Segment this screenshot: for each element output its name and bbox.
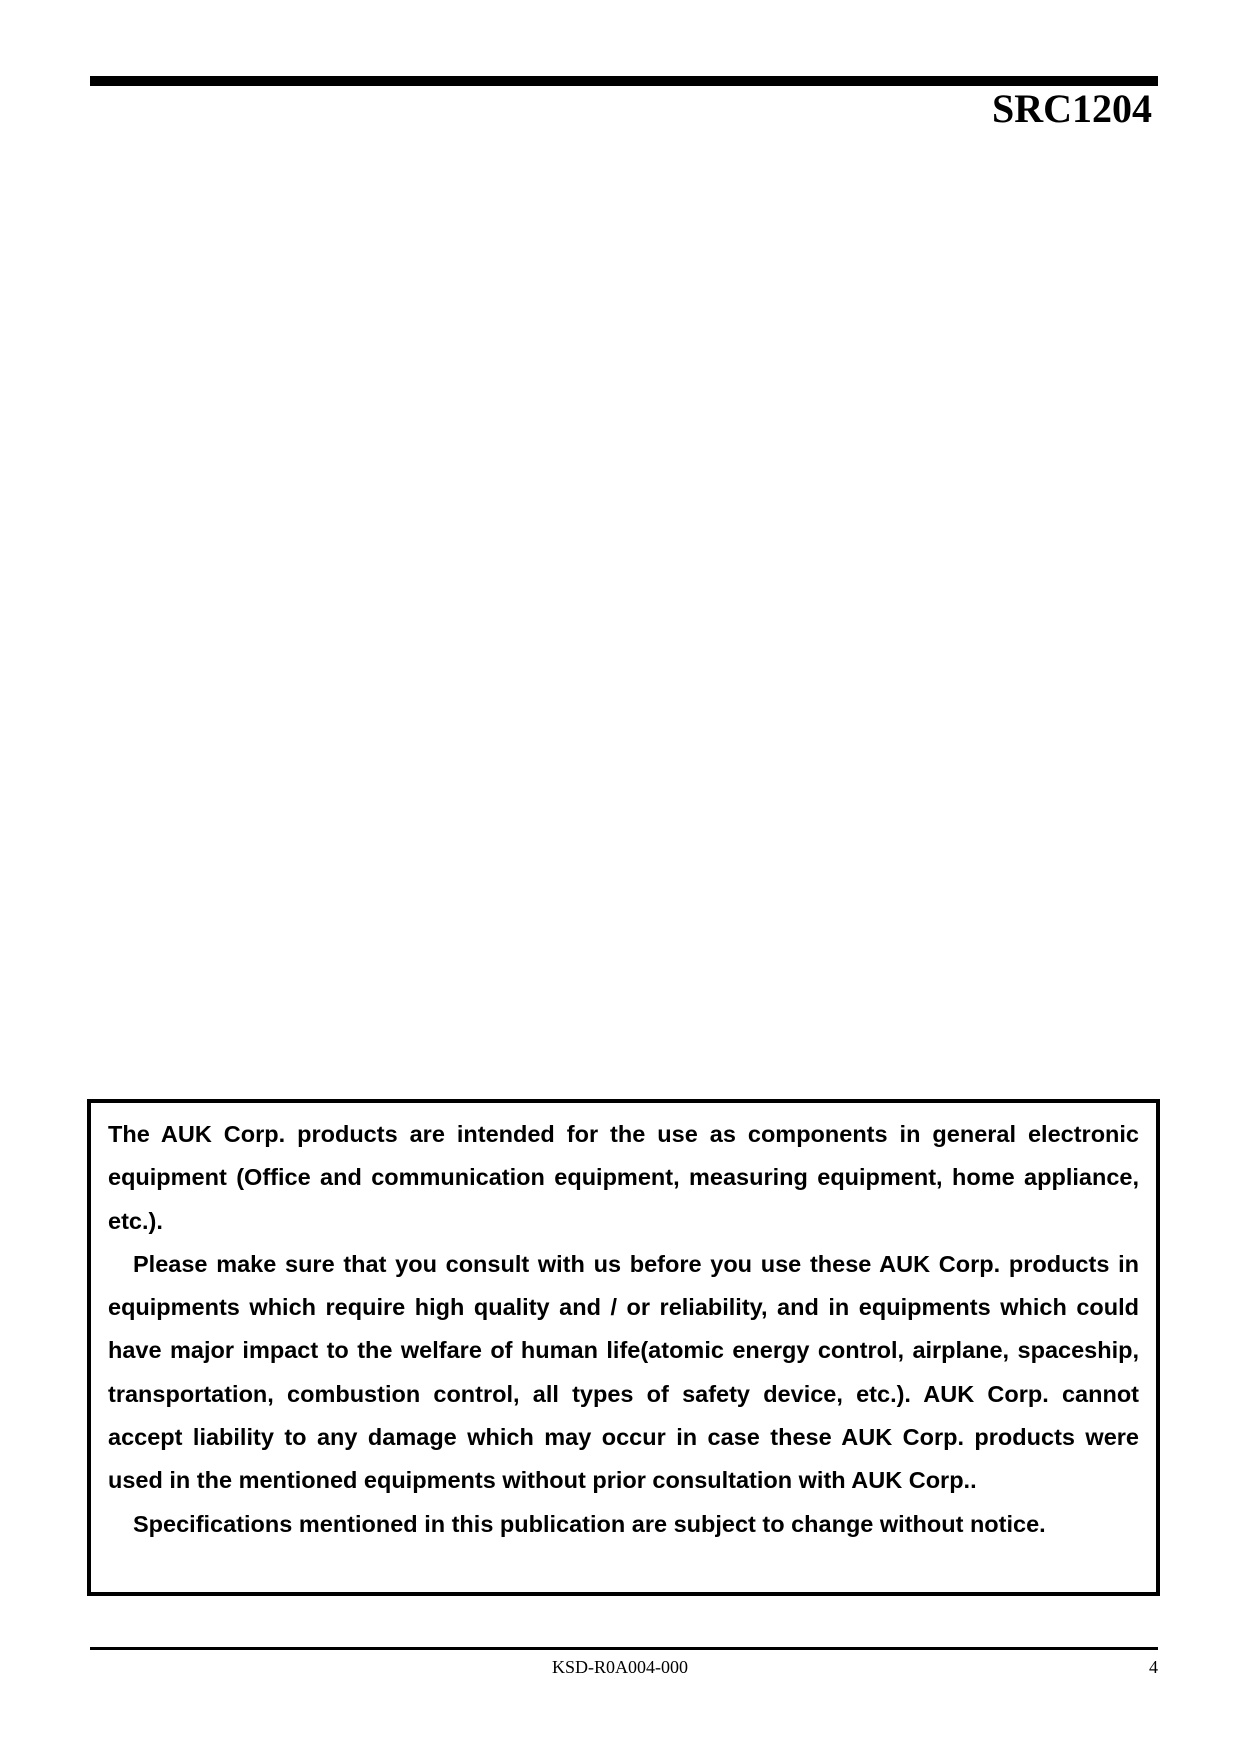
document-code: KSD-R0A004-000	[551, 1657, 688, 1677]
notice-paragraph-specifications: Specifications mentioned in this publication are subject to change without notice.	[133, 1510, 1046, 1537]
notice-paragraph-intended-use: The AUK Corp. products are intended for the use as components in general electronic equipment (Office and communication equipment, measuring equipment, home appliance, etc.).	[108, 1121, 1139, 1234]
part-number-title: SRC1204	[991, 86, 1152, 131]
footer-rule	[90, 1647, 1158, 1650]
disclaimer-notice-box	[87, 1099, 1160, 1596]
page-number: 4	[1149, 1657, 1158, 1677]
notice-paragraph-consultation: Please make sure that you consult with us before you use these AUK Corp. products in equipments which require high quality and / or reliability, and in equipments which could have major impact to the welfare of human life(atomic energy control, airplane, spaceship, transportation, combustion control, all types of safety device, etc.). AUK Corp. cannot accept liability to any damage which may occur in case these AUK Corp. products were used in the mentioned equipments without prior consultation with AUK Corp..	[108, 1250, 1139, 1494]
